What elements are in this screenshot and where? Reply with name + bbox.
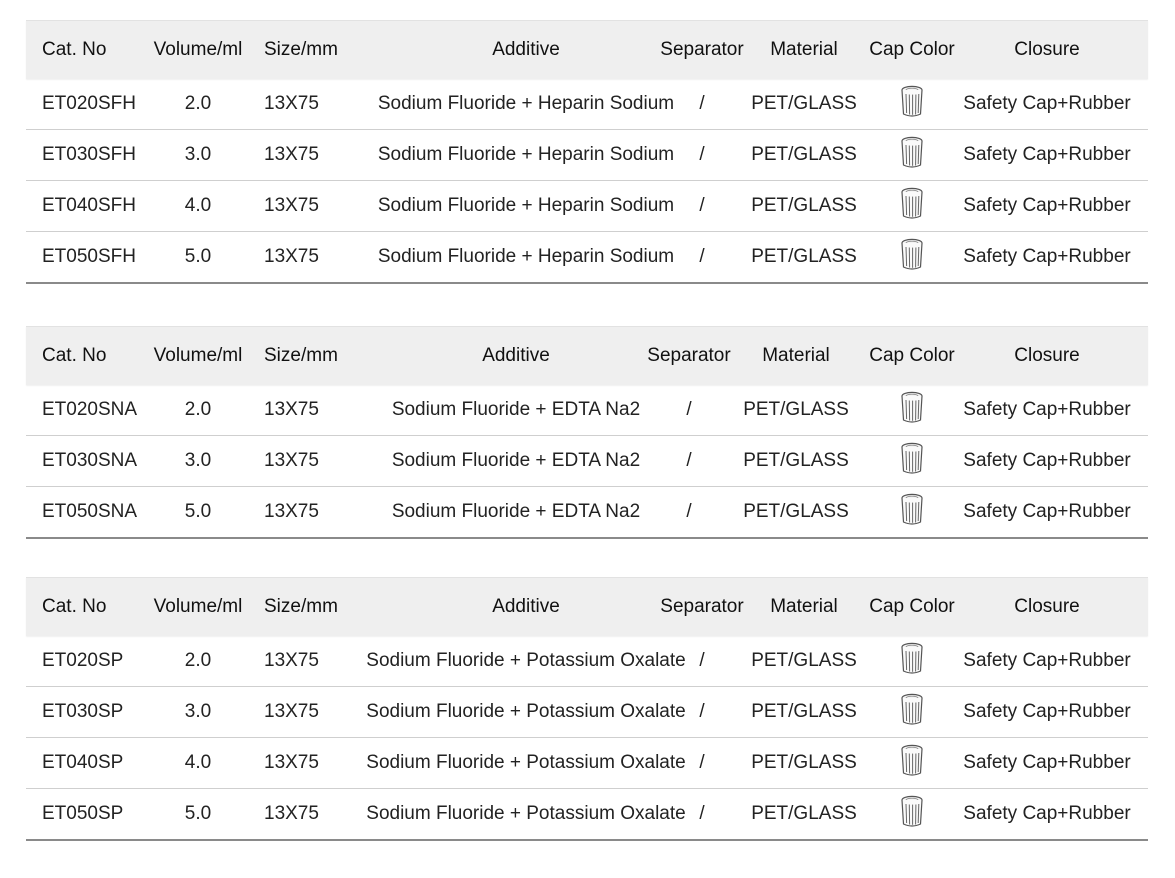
size: 13X75 [264,93,319,114]
cat-no-cell [42,181,136,231]
material-cell: PET/GLASS [751,144,857,165]
separator-cell: / [699,195,705,216]
tube-cap-icon [899,442,925,476]
volume-cell: 5.0 [184,803,212,824]
separator-cell: / [699,701,705,722]
header-separator: Separator [647,345,731,366]
closure-cell: Safety Cap+Rubber [963,501,1131,522]
size-cell [264,385,319,435]
table-header [26,326,1148,385]
closure-cell: Safety Cap+Rubber [963,650,1131,671]
header-volume: Volume/ml [153,39,243,60]
size-cell [264,738,319,788]
size: 13X75 [264,399,319,420]
material-cell: PET/GLASS [751,93,857,114]
closure-cell: Safety Cap+Rubber [963,701,1131,722]
cat-no: ET020SNA [42,399,138,420]
cat-no-cell [42,436,137,486]
size: 13X75 [264,450,319,471]
cap-color-cell [866,232,958,282]
tube-cap-icon [899,136,925,170]
table-row [26,181,1148,232]
separator-cell: / [686,450,692,471]
additive-cell: Sodium Fluoride + Potassium Oxalate [366,650,686,671]
tube-cap-icon [899,693,925,727]
size-cell [264,181,319,231]
material-cell: PET/GLASS [743,450,849,471]
size: 13X75 [264,144,319,165]
separator-cell: / [686,399,692,420]
table-row [26,789,1148,841]
additive-cell: Sodium Fluoride + Heparin Sodium [377,246,675,267]
size: 13X75 [264,752,319,773]
volume-cell: 3.0 [184,144,212,165]
size-cell [264,636,319,686]
size-cell [264,487,319,537]
tube-cap-icon [899,493,925,527]
tube-cap-icon [899,85,925,119]
cap-color-cell [866,789,958,839]
table-row [26,130,1148,181]
cap-color-cell [866,436,958,486]
volume-cell: 2.0 [184,399,212,420]
additive-cell: Sodium Fluoride + Potassium Oxalate [366,752,686,773]
volume-cell: 3.0 [184,450,212,471]
cat-no: ET050SFH [42,246,136,267]
table-row [26,636,1148,687]
closure-cell: Safety Cap+Rubber [963,399,1131,420]
tube-cap-icon [899,238,925,272]
separator-cell: / [699,246,705,267]
cat-no: ET020SP [42,650,124,671]
size-cell [264,130,319,180]
header-closure: Closure [1014,345,1080,366]
header-separator: Separator [660,39,744,60]
material-cell: PET/GLASS [751,752,857,773]
header-closure: Closure [1014,39,1080,60]
cap-color-cell [866,79,958,129]
volume-cell: 5.0 [184,501,212,522]
table-header [26,20,1148,79]
separator-cell: / [699,93,705,114]
cat-no-cell [42,636,123,686]
material-cell: PET/GLASS [751,650,857,671]
size-cell [264,789,319,839]
material-cell: PET/GLASS [743,399,849,420]
header-volume: Volume/ml [153,345,243,366]
table-row [26,79,1148,130]
separator-cell: / [699,144,705,165]
size-cell [264,232,319,282]
cat-no: ET020SFH [42,93,136,114]
table-row [26,487,1148,539]
additive-cell: Sodium Fluoride + Heparin Sodium [377,195,675,216]
tube-cap-icon [899,187,925,221]
header-volume: Volume/ml [153,596,243,617]
table-row [26,436,1148,487]
closure-cell: Safety Cap+Rubber [963,195,1131,216]
closure-cell: Safety Cap+Rubber [963,803,1131,824]
cat-no-cell [42,487,137,537]
header-separator: Separator [660,596,744,617]
material-cell: PET/GLASS [751,195,857,216]
cat-no: ET040SP [42,752,124,773]
separator-cell: / [699,650,705,671]
table-row [26,385,1148,436]
cap-color-cell [866,687,958,737]
closure-cell: Safety Cap+Rubber [963,450,1131,471]
volume-cell: 2.0 [184,650,212,671]
header-size: Size/mm [264,39,338,60]
product-table-edta [26,326,1148,539]
cat-no-cell [42,789,123,839]
cat-no-cell [42,79,136,129]
header-cap-color: Cap Color [869,39,955,60]
cat-no: ET040SFH [42,195,136,216]
closure-cell: Safety Cap+Rubber [963,144,1131,165]
header-cat-no: Cat. No [42,596,107,617]
volume-cell: 4.0 [184,752,212,773]
tube-cap-icon [899,795,925,829]
table-row [26,232,1148,284]
cat-no-cell [42,687,123,737]
closure-cell: Safety Cap+Rubber [963,93,1131,114]
separator-cell: / [686,501,692,522]
table-row [26,738,1148,789]
cat-no: ET030SFH [42,144,136,165]
header-cap-color: Cap Color [869,596,955,617]
cat-no-cell [42,738,123,788]
volume-cell: 5.0 [184,246,212,267]
header-material: Material [770,596,838,617]
additive-cell: Sodium Fluoride + EDTA Na2 [391,450,641,471]
additive-cell: Sodium Fluoride + EDTA Na2 [391,399,641,420]
additive-cell: Sodium Fluoride + Potassium Oxalate [366,803,686,824]
separator-cell: / [699,803,705,824]
size: 13X75 [264,195,319,216]
cap-color-cell [866,130,958,180]
header-material: Material [762,345,830,366]
header-additive: Additive [492,596,560,617]
cat-no: ET030SNA [42,450,138,471]
cat-no-cell [42,385,137,435]
volume-cell: 3.0 [184,701,212,722]
closure-cell: Safety Cap+Rubber [963,246,1131,267]
product-table-heparin [26,20,1148,284]
material-cell: PET/GLASS [751,246,857,267]
size-cell [264,436,319,486]
cap-color-cell [866,181,958,231]
header-closure: Closure [1014,596,1080,617]
header-cat-no: Cat. No [42,39,107,60]
size: 13X75 [264,246,319,267]
header-material: Material [770,39,838,60]
additive-cell: Sodium Fluoride + EDTA Na2 [391,501,641,522]
cat-no: ET050SP [42,803,124,824]
header-size: Size/mm [264,345,338,366]
header-cap-color: Cap Color [869,345,955,366]
cat-no-cell [42,130,136,180]
table-row [26,687,1148,738]
separator-cell: / [699,752,705,773]
cap-color-cell [866,636,958,686]
size-cell [264,79,319,129]
size: 13X75 [264,650,319,671]
size-cell [264,687,319,737]
cap-color-cell [866,738,958,788]
header-size: Size/mm [264,596,338,617]
cat-no: ET050SNA [42,501,138,522]
material-cell: PET/GLASS [743,501,849,522]
additive-cell: Sodium Fluoride + Heparin Sodium [377,93,675,114]
additive-cell: Sodium Fluoride + Heparin Sodium [377,144,675,165]
volume-cell: 4.0 [184,195,212,216]
closure-cell: Safety Cap+Rubber [963,752,1131,773]
material-cell: PET/GLASS [751,803,857,824]
size: 13X75 [264,803,319,824]
header-additive: Additive [492,39,560,60]
cat-no: ET030SP [42,701,124,722]
header-additive: Additive [482,345,550,366]
tube-cap-icon [899,744,925,778]
cap-color-cell [866,385,958,435]
size: 13X75 [264,501,319,522]
additive-cell: Sodium Fluoride + Potassium Oxalate [366,701,686,722]
header-cat-no: Cat. No [42,345,107,366]
table-header [26,577,1148,636]
cat-no-cell [42,232,136,282]
cap-color-cell [866,487,958,537]
material-cell: PET/GLASS [751,701,857,722]
product-table-oxalate [26,577,1148,841]
tube-cap-icon [899,642,925,676]
tube-cap-icon [899,391,925,425]
size: 13X75 [264,701,319,722]
volume-cell: 2.0 [184,93,212,114]
